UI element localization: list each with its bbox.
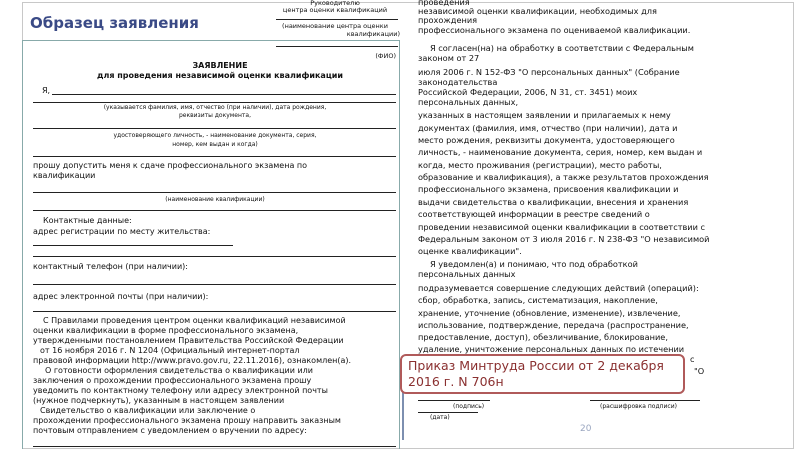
consent-line: персональных данных <box>418 269 516 279</box>
document-field[interactable] <box>33 156 396 157</box>
postal-address-field[interactable] <box>33 446 396 447</box>
consent-line: выдачи свидетельства о квалификации, внесения и хранения <box>418 197 689 207</box>
consent-line: Российской Федерации, 2006, N 31, ст. 3451) моих <box>418 87 638 97</box>
qualification-field[interactable] <box>33 192 396 193</box>
document-hint: удостоверяющего личность, - наименование документа, серия, <box>113 132 317 139</box>
request-text: квалификации <box>33 171 96 180</box>
consent-line: оценке квалификации". <box>418 246 522 256</box>
qualification-hint: (наименование квалификации) <box>165 196 265 203</box>
certificate-line: Свидетельство о квалификации или заключение о <box>40 406 256 415</box>
signature-hint: (подпись) <box>453 403 485 410</box>
consent-line: использование, подтверждение, передача (распространение, <box>418 320 689 330</box>
certificate-line: почтовым отправлением с уведомлением о вручении по адресу: <box>33 426 307 435</box>
consent-line: указанных в настоящем заявлении и прилагаемых к нему <box>418 110 671 120</box>
consent-line: место рождения, реквизиты документа, удостоверяющего <box>418 135 675 145</box>
contacts-label: Контактные данные: <box>43 216 132 225</box>
header-hint2: квалификации) <box>346 30 400 38</box>
consent-line: личность, - наименование документа, серия, номер, кем выдан и <box>418 147 703 157</box>
consent-line: проведения <box>418 0 470 7</box>
consent-line: подразумевается совершение следующих действий (операций): <box>418 283 699 293</box>
rules-line: от 16 ноября 2016 г. N 1204 (Официальный интернет-портал <box>40 346 300 355</box>
header-line <box>276 19 398 20</box>
header-recipient: Руководителю <box>310 0 360 7</box>
phone-label: контактный телефон (при наличии): <box>33 262 188 271</box>
certificate-line: прохождении профессионального экзамена прошу направить заказным <box>33 416 341 425</box>
name-field[interactable] <box>52 94 396 95</box>
consent-line: сбор, обработка, запись, систематизация, накопление, <box>418 295 658 305</box>
date-hint: (дата) <box>430 414 450 421</box>
name-hint: (указывается фамилия, имя, отчество (при наличии), дата рождения, <box>103 104 327 111</box>
document-field[interactable] <box>33 128 396 129</box>
notify-line: заключения о прохождении профессионального экзамена прошу <box>33 376 312 385</box>
consent-line: Я уведомлен(а) и понимаю, что под обработкой <box>430 259 638 269</box>
form-heading: ЗАЯВЛЕНИЕ <box>192 61 248 70</box>
consent-line: Я согласен(на) на обработку в соответствии с Федеральным <box>430 43 694 53</box>
rules-line: оценки квалификации в форме профессионального экзамена, <box>33 326 299 335</box>
consent-line: проведении независимой оценки квалификации в соответствии с <box>418 222 706 232</box>
consent-line-tail: "О <box>694 366 705 376</box>
header-center: центра оценки квалификаций <box>282 6 388 14</box>
page-title: Образец заявления <box>30 14 199 32</box>
consent-line: хранение, уточнение (обновление, изменение), извлечение, <box>418 308 681 318</box>
callout-line: 2016 г. N 706н <box>408 374 504 389</box>
address-field[interactable] <box>33 256 396 257</box>
consent-line: удаление, уничтожение персональных данных по истечении <box>418 344 685 354</box>
notify-line: (нужное подчеркнуть), указанным в настоящем заявлении <box>33 396 285 405</box>
signature-field[interactable] <box>418 400 490 401</box>
address-field[interactable] <box>33 245 233 246</box>
email-field[interactable] <box>33 311 396 312</box>
document-hint: номер, кем выдан и когда) <box>172 141 258 148</box>
consent-line: независимой оценки квалификации, необходимых для <box>418 6 657 16</box>
consent-line: профессионального экзамена по оцениваемой квалификации. <box>418 25 691 35</box>
consent-line: соответствующей информации в реестре сведений о <box>418 209 650 219</box>
header-hint1: (наименование центра оценки <box>282 22 388 30</box>
consent-line: законодательства <box>418 77 498 87</box>
consent-line: когда, место проживания (регистрации), место работы, <box>418 160 662 170</box>
email-label: адрес электронной почты (при наличии): <box>33 292 209 301</box>
consent-line: документах (фамилия, имя, отчество (при наличии), дата и <box>418 123 678 133</box>
rules-line: утвержденными постановлением Правительства Российской Федерации <box>33 336 344 345</box>
ya-label: Я, <box>42 86 51 95</box>
notify-line: О готовности оформления свидетельства о квалификации или <box>45 366 313 375</box>
header-line <box>276 46 398 47</box>
consent-line: образование и квалификация), а также результатов прохождения <box>418 172 709 182</box>
address-label: адрес регистрации по месту жительства: <box>33 227 211 236</box>
date-field[interactable] <box>418 412 478 413</box>
phone-field[interactable] <box>33 284 396 285</box>
qualification-field[interactable] <box>33 210 396 211</box>
consent-line: персональных данных, <box>418 97 519 107</box>
rules-line: С Правилами проведения центром оценки квалификаций независимой <box>43 316 346 325</box>
name-field[interactable] <box>33 102 396 103</box>
name-hint: реквизиты документа, <box>178 112 251 119</box>
rules-line: правовой информации http://www.pravo.gov.ru, 22.11.2016), ознакомлен(а). <box>33 356 352 365</box>
request-text: прошу допустить меня к сдаче профессионального экзамена по <box>33 161 308 170</box>
page-number: 20 <box>580 424 592 434</box>
consent-line-tail: с <box>690 354 695 364</box>
consent-line: июля 2006 г. N 152-ФЗ "О персональных данных" (Собрание <box>418 67 680 77</box>
consent-line: законом от 27 <box>418 53 480 63</box>
consent-line: профессионального экзамена, присвоения квалификации и <box>418 184 679 194</box>
signature-decode-hint: (расшифровка подписи) <box>600 403 677 410</box>
callout-line: Приказ Минтруда России от 2 декабря <box>408 358 664 373</box>
consent-line: прохождения <box>418 15 478 25</box>
order-callout <box>400 354 685 394</box>
form-subheading: для проведения независимой оценки квалификации <box>97 71 343 80</box>
signature-decode-field[interactable] <box>590 400 700 401</box>
fio-hint: (ФИО) <box>375 52 396 60</box>
consent-line: Федеральным законом от 3 июля 2016 г. N 238-ФЗ "О независимой <box>418 234 710 244</box>
notify-line: уведомить по контактному телефону или адресу электронной почты <box>33 386 328 395</box>
consent-line: предоставление, доступ), обезличивание, блокирование, <box>418 332 668 342</box>
